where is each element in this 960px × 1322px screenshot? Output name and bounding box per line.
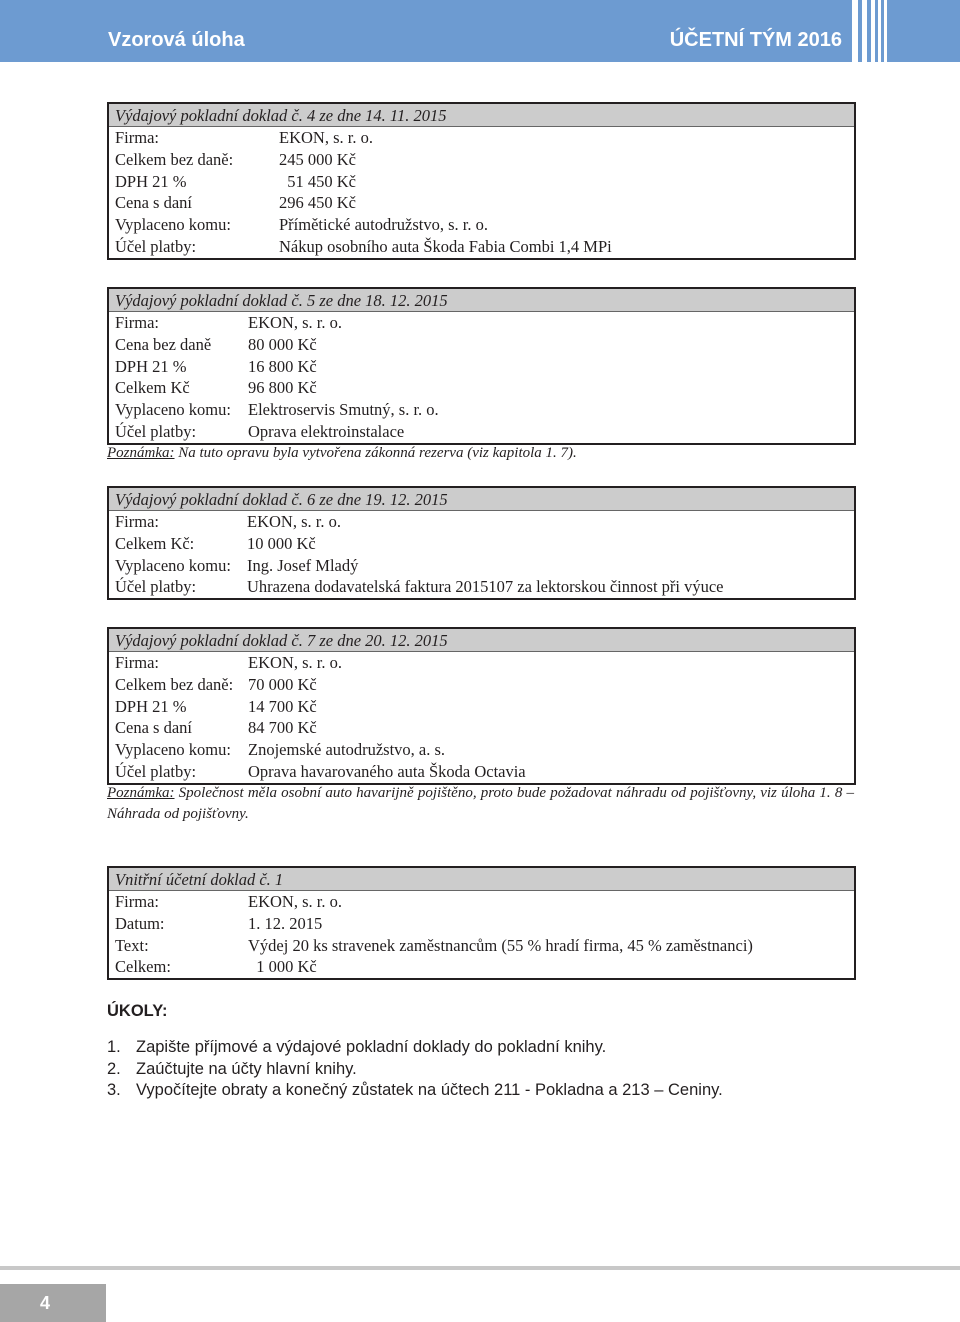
receipt-row: DPH 21 % 16 800 Kč (115, 356, 317, 376)
internal-document-row: Text: Výdej 20 ks stravenek zaměstnancům (55 % hradí firma, 45 % zaměstnanci) (115, 935, 753, 955)
receipt-row: Celkem Kč 96 800 Kč (115, 378, 317, 398)
note-label: Poznámka: (107, 445, 175, 461)
receipt-row: Cena s daní 84 700 Kč (115, 718, 317, 738)
receipt-title: Výdajový pokladní doklad č. 5 ze dne 18. 12. 2015 (109, 289, 854, 312)
receipt-row: Cena s daní 296 450 Kč (115, 193, 356, 213)
receipt-title: Výdajový pokladní doklad č. 4 ze dne 14. 11. 2015 (109, 104, 854, 127)
task-item: 2. Zaúčtujte na účty hlavní knihy. (107, 1059, 357, 1078)
receipt-row: Vyplaceno komu: Přímětické autodružstvo, s. r. o. (115, 215, 488, 235)
receipt-row: Celkem bez daně: 70 000 Kč (115, 674, 317, 694)
header-right-title: ÚČETNÍ TÝM 2016 (669, 29, 842, 51)
internal-document-row: Celkem: 1 000 Kč (115, 957, 317, 977)
receipt-row: Firma: EKON, s. r. o. (115, 653, 342, 672)
task-item: 3. Vypočítejte obraty a konečný zůstatek na účtech 211 - Pokladna a 213 – Ceniny. (107, 1081, 723, 1099)
receipt-row: Firma: EKON, s. r. o. (115, 313, 342, 332)
receipt-row: Firma: EKON, s. r. o. (115, 128, 373, 147)
tasks-heading: ÚKOLY: (107, 1002, 168, 1020)
receipt-row: Vyplaceno komu: Znojemské autodružstvo, a. s. (115, 740, 446, 760)
receipt-title: Výdajový pokladní doklad č. 7 ze dne 20. 12. 2015 (109, 629, 854, 652)
receipt-5 (107, 287, 856, 445)
receipt-row: Účel platby: Uhrazena dodavatelská faktura 2015107 za lektorskou činnost při výuce (115, 577, 724, 597)
note-doc5 (107, 445, 854, 462)
receipt-row: Cena bez daně 80 000 Kč (115, 334, 317, 354)
tasks-section (107, 1002, 723, 1102)
note-doc7 (107, 783, 854, 825)
task-item: 1. Zapište příjmové a výdajové pokladní doklady do pokladní knihy. (107, 1038, 607, 1056)
receipt-7 (107, 627, 856, 785)
receipt-row: Účel platby: Oprava havarovaného auta Škoda Octavia (115, 761, 526, 781)
internal-document-row: Firma: EKON, s. r. o. (115, 892, 342, 911)
note-text: Na tuto opravu byla vytvořena zákonná rezerva (viz kapitola 1. 7). (174, 445, 577, 461)
receipt-4 (107, 102, 856, 260)
receipt-row: Celkem Kč: 10 000 Kč (115, 533, 316, 553)
receipt-row: Firma: EKON, s. r. o. (115, 512, 341, 531)
receipt-row: Vyplaceno komu: Elektroservis Smutný, s. r. o. (115, 400, 439, 420)
note-label: Poznámka: (107, 785, 175, 801)
receipt-row: Vyplaceno komu: Ing. Josef Mladý (115, 555, 359, 575)
footer-divider (0, 1266, 960, 1270)
internal-document-title: Vnitřní účetní doklad č. 1 (109, 868, 854, 891)
receipt-row: Účel platby: Nákup osobního auta Škoda Fabia Combi 1,4 MPi (115, 236, 612, 256)
receipt-title: Výdajový pokladní doklad č. 6 ze dne 19. 12. 2015 (109, 488, 854, 511)
page-header (0, 0, 960, 62)
internal-document-row: Datum: 1. 12. 2015 (115, 913, 323, 933)
header-stripes-decoration (852, 0, 892, 62)
receipt-row: DPH 21 % 14 700 Kč (115, 696, 317, 716)
tasks-list (107, 1037, 723, 1102)
note-text: Společnost měla osobní auto havarijně pojištěno, proto bude požadovat náhradu od pojišťovny, viz úloha 1. 8 – Náhrada od pojišťovny. (107, 785, 854, 822)
receipt-row: Celkem bez daně: 245 000 Kč (115, 149, 356, 169)
page-number: 4 (40, 1293, 51, 1313)
internal-document-1 (107, 866, 856, 980)
page-number-tab (0, 1284, 106, 1322)
receipt-row: Účel platby: Oprava elektroinstalace (115, 421, 405, 441)
header-left-title: Vzorová úloha (108, 29, 245, 51)
receipt-row: DPH 21 % 51 450 Kč (115, 171, 356, 191)
receipt-6 (107, 486, 856, 600)
